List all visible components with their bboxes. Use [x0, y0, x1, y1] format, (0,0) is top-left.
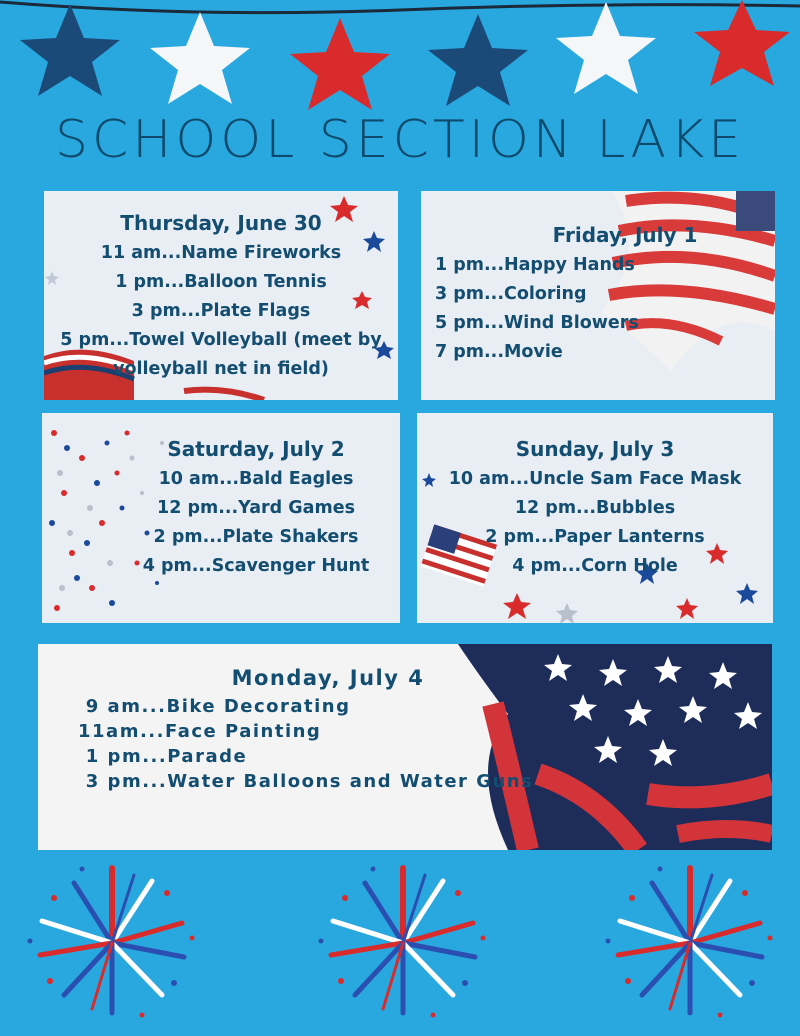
event-item: 4 pm...Corn Hole — [512, 556, 678, 576]
firework-icon — [319, 867, 486, 1018]
event-item: volleyball net in field) — [113, 359, 329, 379]
event-item: 5 pm...Wind Blowers — [435, 313, 639, 333]
schedule-card-saturday — [42, 413, 400, 623]
day-heading: Sunday, July 3 — [515, 437, 675, 461]
schedule-card-sunday — [417, 413, 773, 623]
event-item: 9 am...Bike Decorating — [78, 696, 351, 717]
event-item: 1 pm...Parade — [78, 746, 248, 767]
event-item: 5 pm...Towel Volleyball (meet by — [60, 330, 382, 350]
event-item: 11am...Face Painting — [78, 721, 322, 742]
star-icon — [20, 4, 120, 96]
day-heading: Thursday, June 30 — [120, 211, 322, 235]
day-heading: Monday, July 4 — [231, 666, 425, 690]
star-icon — [694, 0, 790, 86]
event-item: 3 pm...Plate Flags — [131, 301, 311, 321]
event-item: 10 am...Uncle Sam Face Mask — [448, 469, 742, 489]
schedule-card-thursday — [44, 191, 398, 400]
event-item: 11 am...Name Fireworks — [100, 243, 342, 263]
event-item: 1 pm...Happy Hands — [435, 255, 635, 275]
event-item: 4 pm...Scavenger Hunt — [142, 556, 370, 576]
schedule-card-friday — [421, 191, 775, 400]
event-item: 2 pm...Plate Shakers — [153, 527, 359, 547]
event-item: 2 pm...Paper Lanterns — [485, 527, 705, 547]
day-heading: Friday, July 1 — [552, 223, 698, 247]
star-icon — [290, 18, 390, 110]
star-icon — [150, 12, 250, 104]
firework-icon — [606, 867, 773, 1018]
event-item: 12 pm...Yard Games — [157, 498, 355, 518]
event-item: 3 pm...Coloring — [435, 284, 587, 304]
event-item: 10 am...Bald Eagles — [158, 469, 354, 489]
page-title: SCHOOL SECTION LAKE — [54, 110, 746, 170]
star-icon — [556, 2, 656, 94]
event-item: 1 pm...Balloon Tennis — [115, 272, 327, 292]
day-heading: Saturday, July 2 — [167, 437, 345, 461]
event-item: 3 pm...Water Balloons and Water Guns — [78, 771, 534, 792]
fireworks-decoration — [0, 855, 800, 1036]
event-item: 12 pm...Bubbles — [514, 498, 676, 518]
schedule-card-monday — [38, 644, 772, 850]
firework-icon — [28, 867, 195, 1018]
event-item: 7 pm...Movie — [435, 342, 563, 362]
star-icon — [428, 14, 528, 106]
